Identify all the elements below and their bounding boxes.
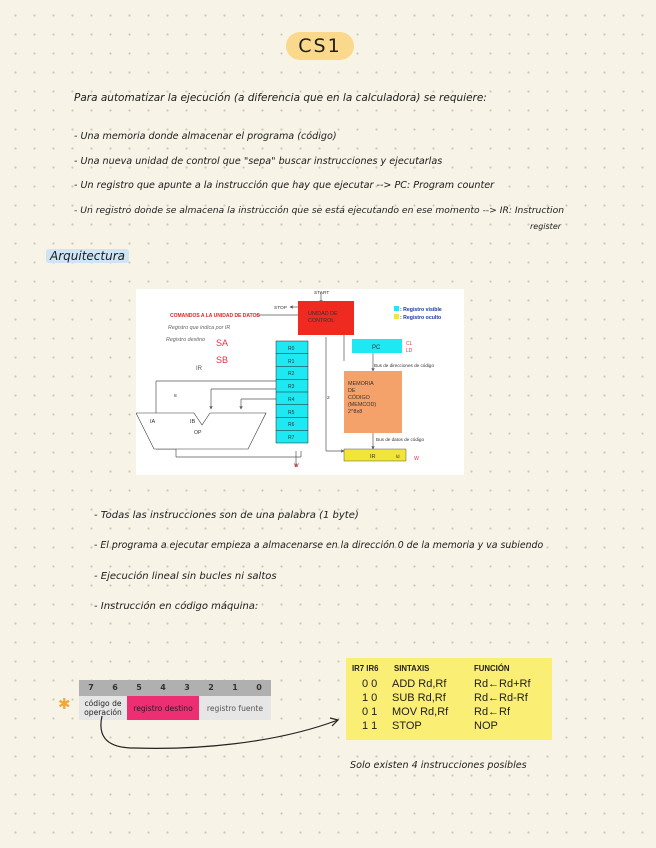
requirement-item: - Un registro donde se almacena la instrucción que se está ejecutando en ese momento --> IR: Instruction xyxy=(74,205,565,216)
table-header-function: FUNCIÓN xyxy=(474,664,510,673)
architecture-diagram xyxy=(136,289,464,475)
bullet-item: - El programa a ejecutar empieza a almacenarse en la dirección 0 de la memoria y va subiendo xyxy=(94,540,544,551)
memory-label: 2^8x8 xyxy=(348,409,363,415)
register-label-r5: R5 xyxy=(288,410,295,416)
note-register-dest: Registro destino xyxy=(166,337,205,343)
start-label: START xyxy=(314,291,330,296)
memory-label: (MEMCOD) xyxy=(348,402,377,408)
register-label-r1: R1 xyxy=(288,359,295,365)
bit-number: 7 xyxy=(79,680,103,696)
legend-visible-swatch xyxy=(394,306,399,311)
star-icon: ✱ xyxy=(58,695,71,713)
table-cell-bits: 1 1 xyxy=(362,720,378,732)
connector-arrow xyxy=(94,712,344,762)
register-label-r4: R4 xyxy=(288,397,295,403)
bit-number: 3 xyxy=(175,680,199,696)
table-cell-bits: 0 1 xyxy=(362,706,378,718)
legend-hidden-swatch xyxy=(394,314,399,319)
note-register-ir: Registro que indica por IR xyxy=(168,325,231,331)
ir-register-label: IR xyxy=(370,454,376,460)
dest-register-field: registro destino xyxy=(127,696,199,720)
register-label-r3: R3 xyxy=(288,384,295,390)
table-cell-syntax: STOP xyxy=(392,720,422,732)
sb-label: SB xyxy=(216,355,229,365)
register-label-r7: R7 xyxy=(288,435,295,441)
control-unit-label: UNIDAD DE xyxy=(308,311,338,317)
bit-number: 6 xyxy=(103,680,127,696)
bullet-item: - Instrucción en código máquina: xyxy=(94,601,259,612)
bit-number: 1 xyxy=(223,680,247,696)
table-header-syntax: SINTAXIS xyxy=(394,664,430,673)
table-cell-syntax: MOV Rd,Rf xyxy=(392,706,449,718)
bus-data-label: Bus de datos de código xyxy=(376,437,425,442)
table-cell-function: Rd←Rd-Rf xyxy=(474,692,528,704)
table-cell-bits: 1 0 xyxy=(362,692,378,704)
page-title: CS1 xyxy=(286,32,354,60)
register-label-r2: R2 xyxy=(288,371,295,377)
pc-label: PC xyxy=(372,345,381,351)
footnote: Solo existen 4 instrucciones posibles xyxy=(350,760,527,771)
ir-note-label: IR xyxy=(196,366,202,372)
alu-ia-label: IA xyxy=(150,419,156,425)
register-label-r6: R6 xyxy=(288,422,295,428)
section-heading: Arquitectura xyxy=(46,249,129,263)
register-label-r0: R0 xyxy=(288,346,295,352)
ir-w-label: W xyxy=(414,456,419,462)
control-unit-label: CONTROL xyxy=(308,318,335,324)
table-cell-syntax: ADD Rd,Rf xyxy=(392,678,447,690)
requirement-continuation: register xyxy=(530,222,562,231)
bullet-item: - Ejecución lineal sin bucles ni saltos xyxy=(94,571,277,582)
bit-number: 2 xyxy=(199,680,223,696)
table-cell-function: Rd←Rd+Rf xyxy=(474,678,531,690)
legend-hidden-label: : Registro oculto xyxy=(400,315,442,321)
table-cell-bits: 0 0 xyxy=(362,678,378,690)
requirement-item: - Una memoria donde almacenar el programa (código) xyxy=(74,131,337,142)
memory-label: MEMORIA xyxy=(348,381,374,387)
requirement-item: - Un registro que apunte a la instrucción que hay que ejecutar --> PC: Program counter xyxy=(74,180,495,191)
legend-visible-label: : Registro visible xyxy=(400,307,442,313)
w-reg-label: W xyxy=(294,463,299,469)
bus-address-label: Bus de direcciones de código xyxy=(374,363,435,368)
opcode-field: código de operación xyxy=(79,696,127,720)
requirement-item: - Una nueva unidad de control que "sepa" buscar instrucciones y ejecutarlas xyxy=(74,156,443,167)
stop-label: STOP xyxy=(274,306,287,311)
memory-label: CÓDIGO xyxy=(348,395,370,401)
bit-number: 5 xyxy=(127,680,151,696)
table-cell-syntax: SUB Rd,Rf xyxy=(392,692,446,704)
instruction-table xyxy=(346,658,552,740)
memory-label: DE xyxy=(348,388,356,394)
bit-number: 4 xyxy=(151,680,175,696)
bus-width-label: 2 xyxy=(327,396,330,401)
pc-ld-label: LD xyxy=(406,348,413,354)
pc-cl-label: CL xyxy=(406,341,413,347)
bit-number: 0 xyxy=(247,680,271,696)
alu-op-label: OP xyxy=(194,430,202,436)
src-register-field: registro fuente xyxy=(199,696,271,720)
table-cell-function: Rd←Rf xyxy=(474,706,511,718)
sa-label: SA xyxy=(216,338,229,348)
bullet-item: - Todas las instrucciones son de una palabra (1 byte) xyxy=(94,510,359,521)
table-header-bits: IR7 IR6 xyxy=(352,664,379,673)
table-cell-function: NOP xyxy=(474,720,498,732)
bus-width-label: 8 xyxy=(174,394,177,399)
ir-ld-label: ld xyxy=(396,454,400,459)
alu-ib-label: IB xyxy=(190,419,196,425)
commands-label: COMANDOS A LA UNIDAD DE DATOS xyxy=(170,313,260,319)
intro-text: Para automatizar la ejecución (a diferencia que en la calculadora) se requiere: xyxy=(74,92,487,104)
